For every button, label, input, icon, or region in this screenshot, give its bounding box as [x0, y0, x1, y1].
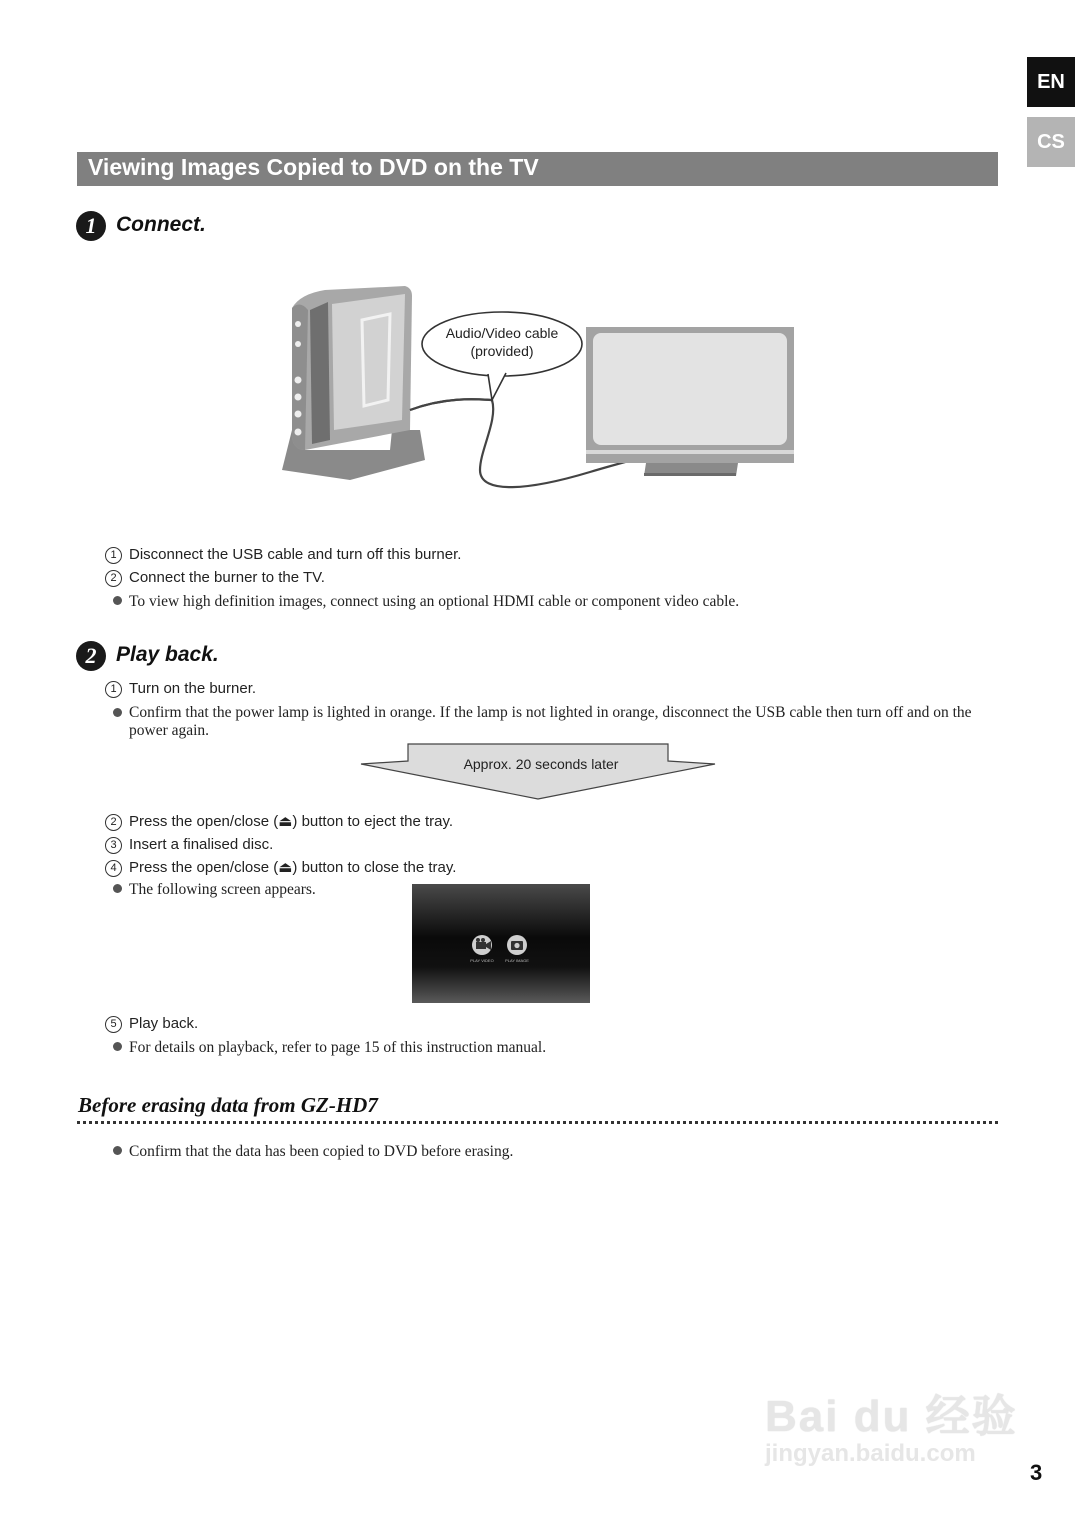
callout-text-line1: Audio/Video cable [445, 325, 559, 341]
item-number: 4 [105, 860, 122, 877]
step-2-item-1 [105, 680, 256, 698]
callout-text-line2: (provided) [470, 343, 534, 359]
item-text: Press the open/close (⏏) button to eject the tray. [129, 813, 454, 830]
bullet-icon [113, 884, 122, 893]
arrow-text: Approx. 20 seconds later [463, 756, 619, 772]
step-2-item-4 [105, 859, 456, 877]
time-arrow [358, 742, 720, 802]
item-text: Play back. [129, 1015, 199, 1032]
item-number: 5 [105, 1016, 122, 1033]
tab-en[interactable]: EN [1027, 57, 1075, 107]
play-image-label: PLAY IMAGE [505, 958, 529, 963]
item-text: Turn on the burner. [129, 680, 257, 697]
step-2-note-1: Confirm that the power lamp is lighted in orange. If the lamp is not lighted in orange, disconnect the USB cable then turn off and on the power again. [113, 704, 993, 740]
page-number: 3 [1030, 1460, 1043, 1485]
item-number: 1 [105, 681, 122, 698]
connection-diagram [270, 280, 810, 500]
item-text: Insert a finalised disc. [129, 836, 274, 853]
step-1-note: To view high definition images, connect using an optional HDMI cable or component video cable. [113, 593, 739, 611]
section-title-bar [77, 152, 998, 186]
step-1-heading: Connect. [116, 213, 206, 236]
bullet-icon [113, 1042, 122, 1051]
before-erasing-note: Confirm that the data has been copied to DVD before erasing. [113, 1143, 513, 1161]
bullet-icon [113, 596, 122, 605]
tv-screen [593, 333, 787, 445]
step-2-note-3: For details on playback, refer to page 15 of this instruction manual. [113, 1039, 546, 1057]
item-text: Press the open/close (⏏) button to close the tray. [129, 859, 457, 876]
step-2-number: 2 [76, 641, 106, 671]
page-title: Viewing Images Copied to DVD on the TV [88, 154, 539, 180]
menu-screen-image [412, 884, 590, 1003]
item-number: 3 [105, 837, 122, 854]
watermark-logo: Bai du 经验 [765, 1392, 1018, 1441]
play-video-label: PLAY VIDEO [470, 958, 494, 963]
item-text: Connect the burner to the TV. [129, 569, 325, 586]
bullet-icon [113, 1146, 122, 1155]
step-2-heading: Play back. [116, 643, 219, 666]
step-2-item-2 [105, 813, 453, 831]
dotted-divider [77, 1121, 998, 1124]
step-1-item-1 [105, 546, 461, 564]
item-number: 2 [105, 570, 122, 587]
step-2-note-2: The following screen appears. [113, 881, 316, 899]
watermark-url: jingyan.baidu.com [765, 1440, 976, 1467]
bullet-icon [113, 708, 122, 717]
item-number: 2 [105, 814, 122, 831]
step-2-item-5 [105, 1015, 198, 1033]
step-1-number: 1 [76, 211, 106, 241]
item-number: 1 [105, 547, 122, 564]
tab-cs[interactable]: CS [1027, 117, 1075, 167]
item-text: Disconnect the USB cable and turn off this burner. [129, 546, 462, 563]
before-erasing-heading: Before erasing data from GZ-HD7 [78, 1093, 378, 1117]
step-1-item-2 [105, 569, 325, 587]
step-2-item-3 [105, 836, 273, 854]
